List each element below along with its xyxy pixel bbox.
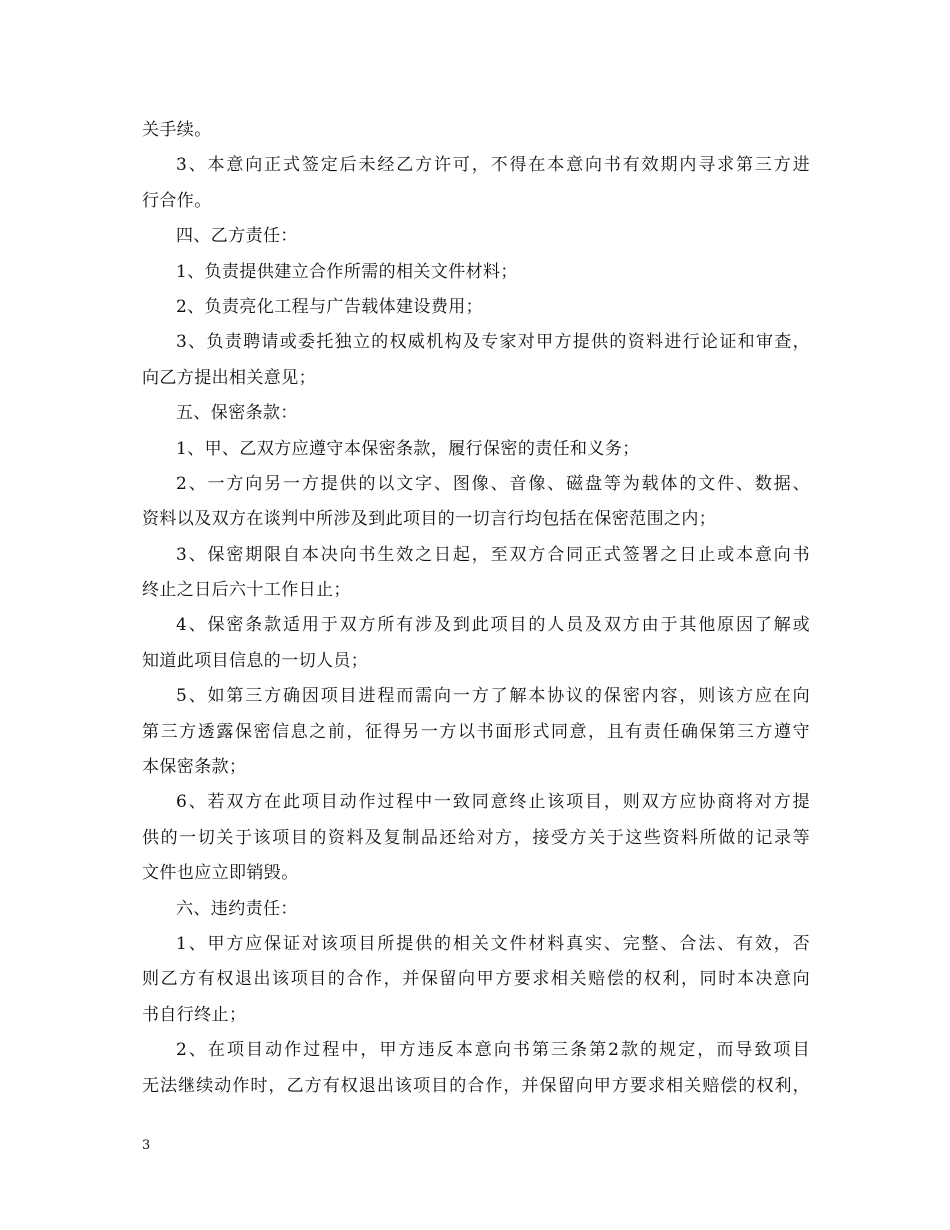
- text-line: 5、如第三方确因项目进程而需向一方了解本协议的保密内容，则该方应在向: [176, 686, 810, 707]
- text-line: 1、甲方应保证对该项目所提供的相关文件材料真实、完整、合法、有效，否: [176, 933, 810, 954]
- text-line: 向乙方提出相关意见；: [142, 367, 316, 388]
- text-line: 2、负责亮化工程与广告载体建设费用；: [176, 296, 484, 317]
- text-line: 终止之日后六十工作日止；: [142, 580, 351, 601]
- text-line: 则乙方有权退出该项目的合作，并保留向甲方要求相关赔偿的权利，同时本决意向: [142, 969, 810, 990]
- text-line: 2、一方向另一方提供的以文字、图像、音像、磁盘等为载体的文件、数据、: [176, 473, 810, 494]
- text-line: 3、保密期限自本决向书生效之日起，至双方合同正式签署之日止或本意向书: [176, 544, 810, 565]
- section-heading: 四、乙方责任：: [176, 226, 298, 247]
- section-heading: 五、保密条款：: [176, 403, 298, 424]
- text-line: 文件也应立即销毁。: [142, 863, 299, 884]
- text-line: 本保密条款；: [142, 757, 247, 778]
- text-line: 3、负责聘请或委托独立的权威机构及专家对甲方提供的资料进行论证和审查，: [176, 332, 810, 353]
- text-line: 第三方透露保密信息之前，征得另一方以书面形式同意，且有责任确保第三方遵守: [142, 721, 810, 742]
- document-body: [142, 113, 810, 1104]
- text-line: 1、负责提供建立合作所需的相关文件材料；: [176, 261, 518, 282]
- text-line: 4、保密条款适用于双方所有涉及到此项目的人员及双方由于其他原因了解或: [176, 615, 810, 636]
- text-line: 3、本意向正式签定后未经乙方许可，不得在本意向书有效期内寻求第三方进: [176, 155, 810, 176]
- text-line: 资料以及双方在谈判中所涉及到此项目的一切言行均包括在保密范围之内；: [142, 509, 717, 530]
- text-line: 2、在项目动作过程中，甲方违反本意向书第三条第2款的规定，而导致项目: [176, 1040, 810, 1061]
- text-line: 无法继续动作时，乙方有权退出该项目的合作，并保留向甲方要求相关赔偿的权利，: [142, 1075, 810, 1096]
- text-line: 行合作。: [142, 190, 212, 211]
- text-line: 关手续。: [142, 120, 212, 140]
- text-line: 供的一切关于该项目的资料及复制品还给对方，接受方关于这些资料所做的记录等: [142, 827, 810, 848]
- text-line: 知道此项目信息的一切人员；: [142, 650, 369, 671]
- text-line: 书自行终止；: [142, 1004, 247, 1025]
- text-line: 6、若双方在此项目动作过程中一致同意终止该项目，则双方应协商将对方提: [176, 792, 810, 813]
- text-line: 1、甲、乙双方应遵守本保密条款，履行保密的责任和义务；: [176, 438, 640, 459]
- section-heading: 六、违约责任：: [176, 898, 298, 919]
- page-number: 3: [142, 1138, 151, 1153]
